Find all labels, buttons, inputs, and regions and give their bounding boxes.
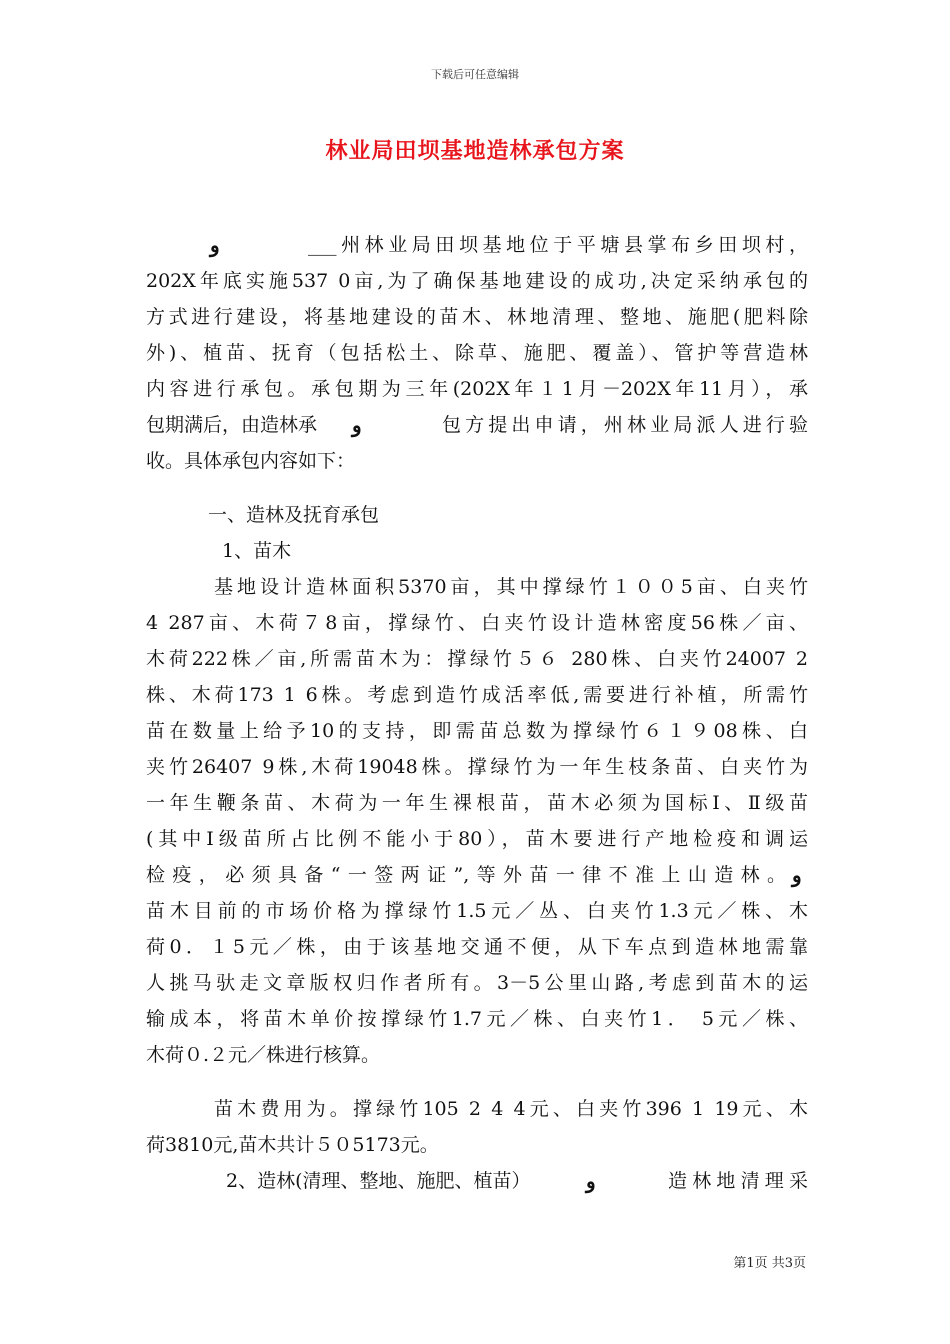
text-line: 木荷222株／亩,所需苗木为：撑绿竹５６ 280株、白夹竹24007 2 [146,648,808,670]
text-line: 202X年底实施537 0亩,为了确保基地建设的成功,决定采纳承包的 [146,270,808,292]
text-line: 人挑马驮走文章版权归作者所有。3－5公里山路,考虑到苗木的运 [146,972,808,994]
text-line: 内容进行承包。承包期为三年(202X年１1月－202X年11月），承 [146,378,808,400]
text-line: 苗木费用为。撑绿竹105 2 4 4元、白夹竹396 1 19元、木 [214,1098,808,1120]
document-title: 林业局田坝基地造林承包方案 [325,138,625,164]
page-header: 下载后可任意编辑 [431,68,519,81]
artifact-mark: و [352,413,362,437]
text-line: 荷3810元,苗木共计５０5173元。 [146,1134,439,1156]
artifact-mark: و [210,233,220,257]
text-segment: 造林地清理采 [668,1170,808,1192]
text-line: 收。具体承包内容如下： [146,450,356,472]
text-line [146,228,808,262]
text-line: 株、木荷173 1 6株。考虑到造竹成活率低,需要进行补植，所需竹 [146,684,808,706]
text-line: 输成本，将苗木单价按撑绿竹1.7元／株、白夹竹1． 5元／株、 [146,1008,808,1030]
text-line: 外)、植苗、抚育（包括松土、除草、施肥、覆盖）、管护等营造林 [146,342,808,364]
text-segment: 包方提出申请，州林业局派人进行验 [442,414,808,436]
page-footer: 第1页 共3页 [733,1256,806,1271]
text-line: (其中Ⅰ级苗所占比例不能小于80），苗木要进行产地检疫和调运 [146,828,808,850]
text-line: 木荷０.２元／株进行核算。 [146,1044,381,1066]
text-segment: 2、造林(清理、整地、施肥、植苗） [226,1170,531,1192]
subsection-heading: 1、苗木 [222,540,292,562]
text-line: 方式进行建设，将基地建设的苗木、林地清理、整地、施肥(肥料除 [146,306,808,328]
text-segment: 包期满后，由造林承 [146,414,318,436]
text-line: 4 287亩、木荷７8亩，撑绿竹、白夹竹设计造林密度56株／亩、 [146,612,808,634]
text-line [146,858,808,892]
text-line: 苗在数量上给予10的支持，即需苗总数为撑绿竹６１９08株、白 [146,720,808,742]
text-line [146,408,808,442]
text-line [146,1164,808,1198]
text-line: 一年生鞭条苗、木荷为一年生裸根苗，苗木必须为国标Ⅰ、Ⅱ级苗 [146,792,808,814]
section-heading: 一、造林及抚育承包 [208,504,380,526]
text-line: 荷0．１5元／株，由于该基地交通不便，从下车点到造林地需靠 [146,936,808,958]
text-segment: ___州林业局田坝基地位于平塘县掌布乡田坝村， [308,234,808,256]
artifact-mark: و [586,1169,596,1193]
text-segment: 检疫，必须具备“一签两证”,等外苗一律不准上山造林。 [146,864,786,886]
text-line: 基地设计造林面积5370亩，其中撑绿竹１００5亩、白夹竹 [214,576,808,598]
text-line: 夹竹26407 9株,木荷19048株。撑绿竹为一年生枝条苗、白夹竹为 [146,756,808,778]
artifact-mark: و [792,863,802,887]
text-line: 苗木目前的市场价格为撑绿竹1.5元／丛、白夹竹1.3元／株、木 [146,900,808,922]
